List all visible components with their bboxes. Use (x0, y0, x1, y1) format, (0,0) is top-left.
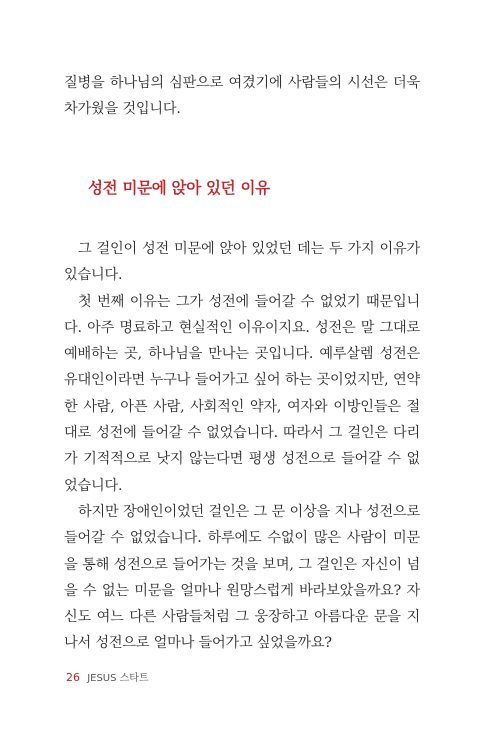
section-heading: 성전 미문에 앉아 있던 이유 (88, 179, 270, 197)
running-book-title: JESUS 스타트 (87, 673, 149, 684)
page-footer (66, 669, 149, 684)
body-paragraph-3: 하지만 장애인이었던 걸인은 그 문 이상을 지나 성전으로 들어갈 수 없었습니다. 하루에도 수없이 많은 사람이 미문을 통해 성전으로 들어가는 것을 보며, 그 걸인은 자신이 넘을 수 없는 미문을 얼마나 원망스럽게 바라보았을까요? 자신도 여느 다른 사람들처럼 그 웅장하고 아름다운 문을 지나서 성전으로 얼마나 들어가고 싶었을까요? (64, 503, 420, 652)
body-text-block (64, 236, 420, 657)
intro-paragraph: 질병을 하나님의 심판으로 여겼기에 사람들의 시선은 더욱 차가웠을 것입니다. (64, 75, 420, 118)
body-paragraph-2: 첫 번째 이유는 그가 성전에 들어갈 수 없었기 때문입니다. 아주 명료하고 현실적인 이유이지요. 성전은 말 그대로 예배하는 곳, 하나님을 만나는 곳입니다. 예루살렘 성전은 유대인이라면 누구나 들어가고 싶어 하는 곳이었지만, 연약한 사람, 아픈 사람, 사회적인 약자, 여자와 이방인들은 절대로 성전에 들어갈 수 없었습니다. 따라서 그 걸인은 다리가 기적적으로 낫지 않는다면 평생 성전으로 들어갈 수 없었습니다. (64, 293, 420, 494)
page-number: 26 (66, 671, 80, 684)
intro-text-block (64, 70, 420, 123)
body-paragraph-1: 그 걸인이 성전 미문에 앉아 있었던 데는 두 가지 이유가 있습니다. (64, 241, 420, 284)
